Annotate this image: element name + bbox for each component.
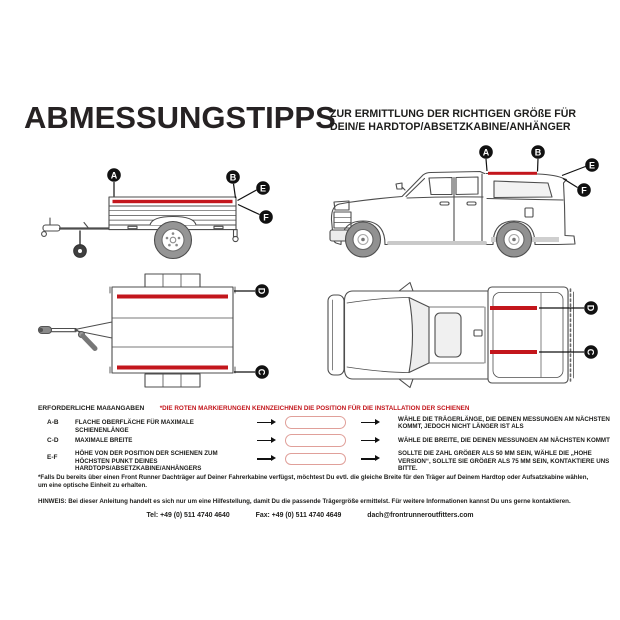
truck-top-outline <box>328 283 574 388</box>
svg-text:B: B <box>534 147 542 158</box>
arrow-right-icon <box>257 440 271 442</box>
label-d-marker <box>584 301 598 315</box>
svg-text:F: F <box>263 212 269 223</box>
contact-email: dach@frontrunneroutfitters.com <box>367 512 474 519</box>
rail-marker-side-trailer <box>113 200 233 203</box>
row-description: FLACHE OBERFLÄCHE FÜR MAXIMALE SCHIENENLÄNGE <box>75 419 194 434</box>
label-a-marker <box>479 145 493 159</box>
label-f-marker <box>577 183 591 197</box>
measurement-field-cd <box>285 434 346 447</box>
page-subtitle <box>330 108 576 134</box>
row-key: A-B <box>47 419 59 426</box>
svg-text:D: D <box>256 287 267 295</box>
trailer-top-view-diagram <box>30 272 310 392</box>
row-key: E-F <box>47 454 58 461</box>
trailer-top-callouts <box>234 284 269 379</box>
svg-text:D: D <box>585 304 596 312</box>
label-c-marker <box>584 345 598 359</box>
svg-text:E: E <box>259 183 267 194</box>
arrow-right-icon <box>361 458 375 460</box>
arrow-right-icon <box>361 440 375 442</box>
label-a-marker <box>107 168 121 182</box>
svg-text:B: B <box>229 172 237 183</box>
truck-side-view-diagram <box>325 142 610 277</box>
asterisk-footnote: *Falls Du bereits über einen Front Runner Dachträger auf Deiner Fahrerkabine verfügst, möchtest Du evtl. die gleiche Breite für den Träger auf Deinem Hardtop oder Aufsatzkabine wählen, um eine optische Einheit zu erhalten. <box>38 474 589 490</box>
contact-fax: Fax: +49 (0) 511 4740 4649 <box>255 512 342 519</box>
svg-text:C: C <box>256 368 267 376</box>
svg-text:A: A <box>110 170 118 181</box>
subtitle-line-2: DEIN/E HARDTOP/ABSETZKABINE/ANHÄNGER <box>330 121 571 133</box>
hinweis-note: HINWEIS: Bei dieser Anleitung handelt es sich nur um eine Hilfestellung, damit Du die passende Trägergröße ermittelst. Für weitere Informationen kannst Du uns gerne kontaktieren. <box>38 498 571 505</box>
svg-text:A: A <box>482 147 490 158</box>
measurement-field-ef <box>285 453 346 466</box>
row-result: WÄHLE DIE TRÄGERLÄNGE, DIE DEINEN MESSUNGEN AM NÄCHSTEN KOMMT, JEDOCH NICHT LÄNGER IST ALS <box>398 415 610 431</box>
label-f-marker <box>259 210 273 224</box>
page-title: ABMESSUNGSTIPPS <box>24 100 336 135</box>
label-e-marker <box>585 158 599 172</box>
svg-text:C: C <box>585 348 596 356</box>
row-key: C-D <box>47 437 59 444</box>
row-description: HÖHE VON DER POSITION DER SCHIENEN ZUM HÖCHSTEN PUNKT DEINES HARDTOPS/ABSETZKABINE/ANHÄNGERS <box>75 450 218 473</box>
measurements-heading: ERFORDERLICHE MAßANGABEN <box>38 405 145 412</box>
arrow-right-icon <box>257 458 271 460</box>
trailer-top-outline <box>39 274 236 387</box>
rail-marker-top-truck-2 <box>490 350 537 354</box>
row-description: MAXIMALE BREITE <box>75 437 133 444</box>
contact-tel: Tel: +49 (0) 511 4740 4640 <box>146 512 230 519</box>
svg-text:E: E <box>588 160 596 171</box>
label-d-marker <box>255 284 269 298</box>
measurement-field-ab <box>285 416 346 429</box>
label-b-marker <box>226 170 240 184</box>
svg-text:F: F <box>581 185 587 196</box>
subtitle-line-1: ZUR ERMITTLUNG DER RICHTIGEN GRÖßE FÜR <box>330 108 576 120</box>
arrow-right-icon <box>257 422 271 424</box>
contact-row <box>0 512 620 519</box>
truck-side-outline <box>330 172 575 258</box>
row-result: SOLLTE DIE ZAHL GRÖßER ALS 50 MM SEIN, WÄHLE DIE „HOHE VERSION“, SOLLTE SIE GRÖßER ALS 75 MM SEIN, KONTAKTIERE UNS BITTE. <box>398 450 610 473</box>
rail-marker-top-trailer-2 <box>117 366 228 370</box>
red-rail-note: *DIE ROTEN MARKIERUNGEN KENNZEICHNEN DIE POSITION FÜR DIE INSTALLATION DER SCHIENEN <box>159 405 470 412</box>
rail-marker-side-truck <box>488 172 537 175</box>
label-b-marker <box>531 145 545 159</box>
rail-marker-top-truck-1 <box>490 306 537 310</box>
row-result: WÄHLE DIE BREITE, DIE DEINEN MESSUNGEN AM NÄCHSTEN KOMMT <box>398 437 610 444</box>
measurements-header <box>38 397 469 415</box>
arrow-right-icon <box>361 422 375 424</box>
truck-top-view-diagram <box>325 275 610 395</box>
label-c-marker <box>255 365 269 379</box>
rail-marker-top-trailer-1 <box>117 295 228 299</box>
trailer-side-outline <box>42 197 239 259</box>
label-e-marker <box>256 181 270 195</box>
